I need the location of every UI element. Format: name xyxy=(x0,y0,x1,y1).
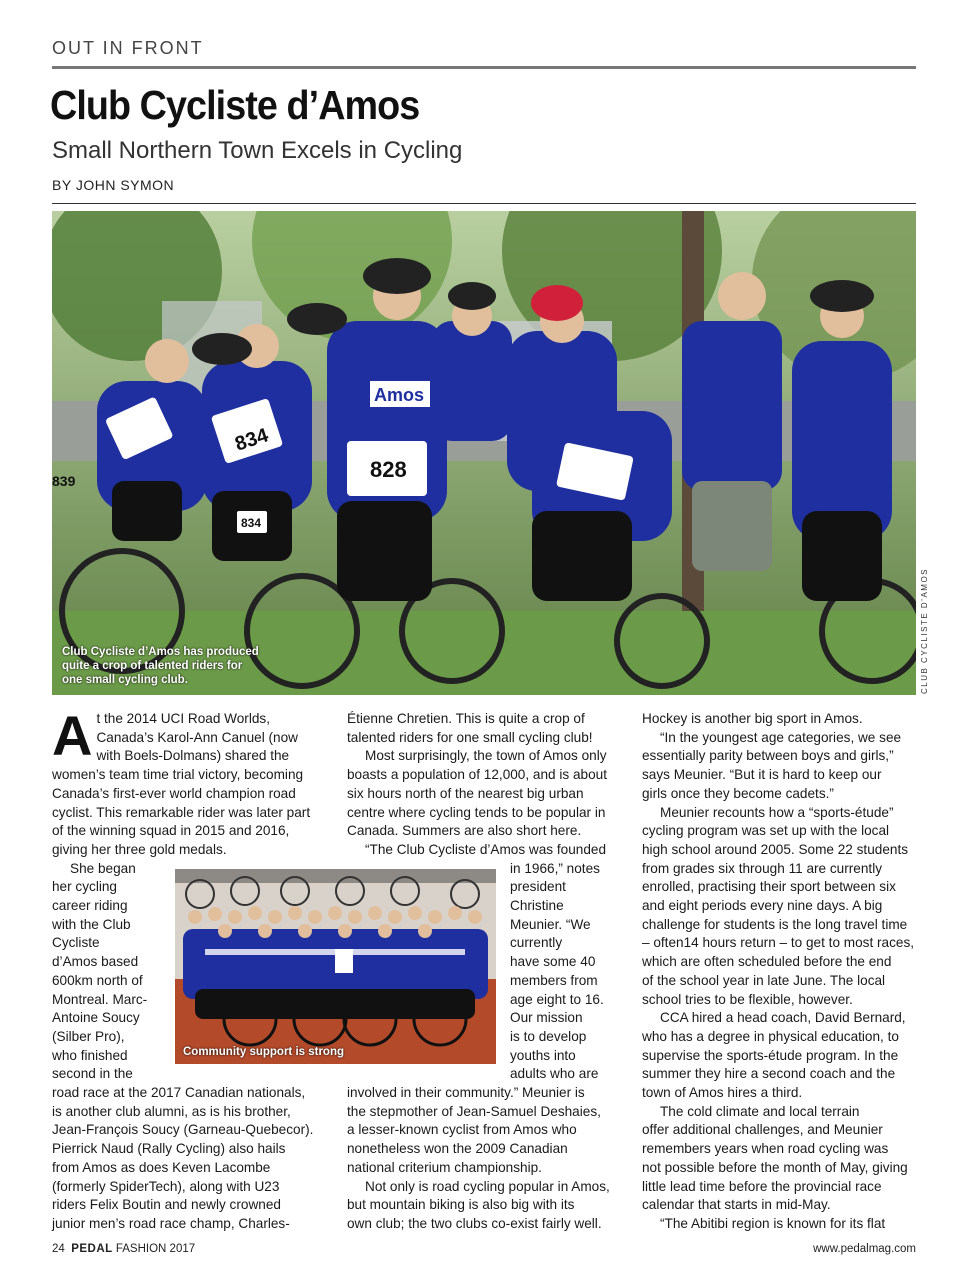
body-line: in 1966,” notes xyxy=(510,860,600,876)
body-line: centre where cycling tends to be popular in xyxy=(347,804,606,820)
body-line: riders Felix Boutin and newly crowned xyxy=(52,1197,281,1213)
article-title: Club Cycliste d’Amos xyxy=(50,82,420,128)
body-line: essentially parity between boys and girls,” xyxy=(642,748,894,764)
body-line: (Silber Pro), xyxy=(52,1028,125,1044)
page-number: 24 xyxy=(52,1243,65,1255)
body-line: a lesser-known cyclist from Amos who xyxy=(347,1122,577,1138)
body-line: 600km north of xyxy=(52,972,143,988)
body-line: boasts a population of 12,000, and is about xyxy=(347,767,607,783)
body-line: Christine xyxy=(510,898,564,914)
body-line: nonetheless won the 2009 Canadian xyxy=(347,1141,568,1157)
body-line: CCA hired a head coach, David Bernard, xyxy=(660,1010,906,1026)
article-subtitle: Small Northern Town Excels in Cycling xyxy=(52,137,463,164)
body-line: Meunier recounts how a “sports-étude” xyxy=(660,804,894,820)
body-line: Jean-François Soucy (Garneau-Quebecor). xyxy=(52,1122,314,1138)
byline: BY JOHN SYMON xyxy=(52,177,175,193)
body-line: involved in their community.” Meunier is xyxy=(347,1085,585,1101)
body-line: with Boels-Dolmans) shared the xyxy=(96,748,290,764)
photo-credit: CLUB CYCLISTE D’AMOS xyxy=(920,567,929,694)
body-line: talented riders for one small cycling club! xyxy=(347,729,593,745)
body-line: Canada’s Karol-Ann Canuel (now xyxy=(96,729,298,745)
body-line: not possible before the month of May, giving xyxy=(642,1159,908,1175)
body-line: “The Club Cycliste d’Amos was founded xyxy=(365,841,607,857)
body-line: of the school year in late June. The local xyxy=(642,972,886,988)
body-line: challenge for students is the long travel time xyxy=(642,916,908,932)
body-line: members from xyxy=(510,972,598,988)
body-line: junior men’s road race champ, Charles- xyxy=(52,1215,290,1231)
body-line: her cycling xyxy=(52,879,117,895)
body-line: enrolled, practising their sport between six xyxy=(642,879,896,895)
body-line: national criterium championship. xyxy=(347,1159,542,1175)
body-line: Étienne Chretien. This is quite a crop of xyxy=(347,711,585,726)
bib-number: 839 xyxy=(52,473,76,489)
body-line: with the Club xyxy=(52,916,131,932)
jersey-text: Amos xyxy=(374,385,425,405)
body-line: the stepmother of Jean-Samuel Deshaies, xyxy=(347,1103,601,1119)
body-line: Cycliste xyxy=(52,935,100,951)
magazine-name: PEDAL xyxy=(71,1243,113,1255)
inset-photo xyxy=(175,869,496,1064)
body-line: little lead time before the provincial race xyxy=(642,1178,882,1194)
page-footer xyxy=(52,1243,195,1255)
body-line: road race at the 2017 Canadian nationals, xyxy=(52,1085,306,1101)
body-line: who finished xyxy=(52,1047,128,1063)
bib-number: 834 xyxy=(232,424,271,456)
body-line: second in the xyxy=(52,1066,133,1082)
body-line: (formerly SpiderTech), along with U23 xyxy=(52,1178,280,1194)
body-line: t the 2014 UCI Road Worlds, xyxy=(96,711,270,726)
body-line: supervise the sports-étude program. In the xyxy=(642,1047,899,1063)
body-line: adults who are xyxy=(510,1066,599,1082)
body-line: “In the youngest age categories, we see xyxy=(660,729,902,745)
body-line: girls once they become cadets.” xyxy=(642,785,834,801)
drop-cap: A xyxy=(52,704,93,767)
body-line: cyclist. This remarkable rider was later part xyxy=(52,804,311,820)
body-line: but mountain biking is also big with its xyxy=(347,1197,575,1213)
body-line: currently xyxy=(510,935,563,951)
body-line: president xyxy=(510,879,566,895)
body-line: d’Amos based xyxy=(52,954,139,970)
body-line: Most surprisingly, the town of Amos only xyxy=(365,748,607,764)
issue-name: FASHION 2017 xyxy=(115,1243,196,1255)
body-line: from Amos as does Keven Lacombe xyxy=(52,1159,271,1175)
body-line: is another club alumni, as is his brother, xyxy=(52,1103,291,1119)
body-line: Pierrick Naud (Rally Cycling) also hails xyxy=(52,1141,286,1157)
body-line: remembers years when road cycling was xyxy=(642,1141,889,1157)
body-line: high school around 2005. Some 22 students xyxy=(642,841,909,857)
hero-photo xyxy=(52,211,916,695)
body-line: Meunier. “We xyxy=(510,916,591,932)
body-line: Canada’s first-ever world champion road xyxy=(52,785,296,801)
body-line: own club; the two clubs co-exist fairly well. xyxy=(347,1215,602,1231)
body-line: town of Amos hires a third. xyxy=(642,1085,803,1101)
header-rule xyxy=(52,203,916,204)
body-line: of the winning squad in 2015 and 2016, xyxy=(52,823,290,839)
body-line: Hockey is another big sport in Amos. xyxy=(642,711,863,726)
bib-number: 828 xyxy=(370,457,407,482)
body-line: is to develop xyxy=(510,1028,587,1044)
body-line: youths into xyxy=(510,1047,576,1063)
body-line: The cold climate and local terrain xyxy=(660,1103,860,1119)
hero-photo-illustration xyxy=(52,211,916,695)
body-line: and eight periods every nine days. A big xyxy=(642,898,883,914)
top-rule xyxy=(52,66,916,69)
body-line: Canada. Summers are also short here. xyxy=(347,823,582,839)
body-line: six hours north of the nearest big urban xyxy=(347,785,584,801)
article-column-3 xyxy=(642,710,918,1234)
body-line: Our mission xyxy=(510,1010,583,1026)
body-line: Antoine Soucy xyxy=(52,1010,140,1026)
body-line: giving her three gold medals. xyxy=(52,841,227,857)
section-label: OUT IN FRONT xyxy=(52,38,204,58)
body-line: age eight to 16. xyxy=(510,991,604,1007)
body-line: says Meunier. “But it is hard to keep our xyxy=(642,767,882,783)
bib-number: 834 xyxy=(241,516,262,530)
body-line: who has a degree in physical education, to xyxy=(642,1028,899,1044)
body-line: have some 40 xyxy=(510,954,596,970)
body-line: cycling program was set up with the local xyxy=(642,823,890,839)
body-line: “The Abitibi region is known for its flat xyxy=(660,1215,886,1231)
body-line: school tries to be flexible, however. xyxy=(642,991,853,1007)
inset-photo-illustration xyxy=(175,869,496,1064)
body-line: women’s team time trial victory, becoming xyxy=(52,767,304,783)
website-url: www.pedalmag.com xyxy=(813,1243,916,1255)
body-line: – often14 hours return – to get to most races, xyxy=(642,935,915,951)
body-line: calendar that starts in mid-May. xyxy=(642,1197,831,1213)
hero-caption: Club Cycliste d’Amos has produced quite a crop of talented riders for one small cycling club. xyxy=(62,646,259,686)
body-line: Montreal. Marc- xyxy=(52,991,148,1007)
body-line: career riding xyxy=(52,898,128,914)
body-line: which are often scheduled before the end xyxy=(642,954,892,970)
body-line: She began xyxy=(70,860,136,876)
body-line: from grades six through 11 are currently xyxy=(642,860,883,876)
body-line: Not only is road cycling popular in Amos, xyxy=(365,1178,610,1194)
inset-caption: Community support is strong xyxy=(183,1046,344,1058)
body-line: offer additional challenges, and Meunier xyxy=(642,1122,883,1138)
body-line: summer they hire a second coach and the xyxy=(642,1066,896,1082)
